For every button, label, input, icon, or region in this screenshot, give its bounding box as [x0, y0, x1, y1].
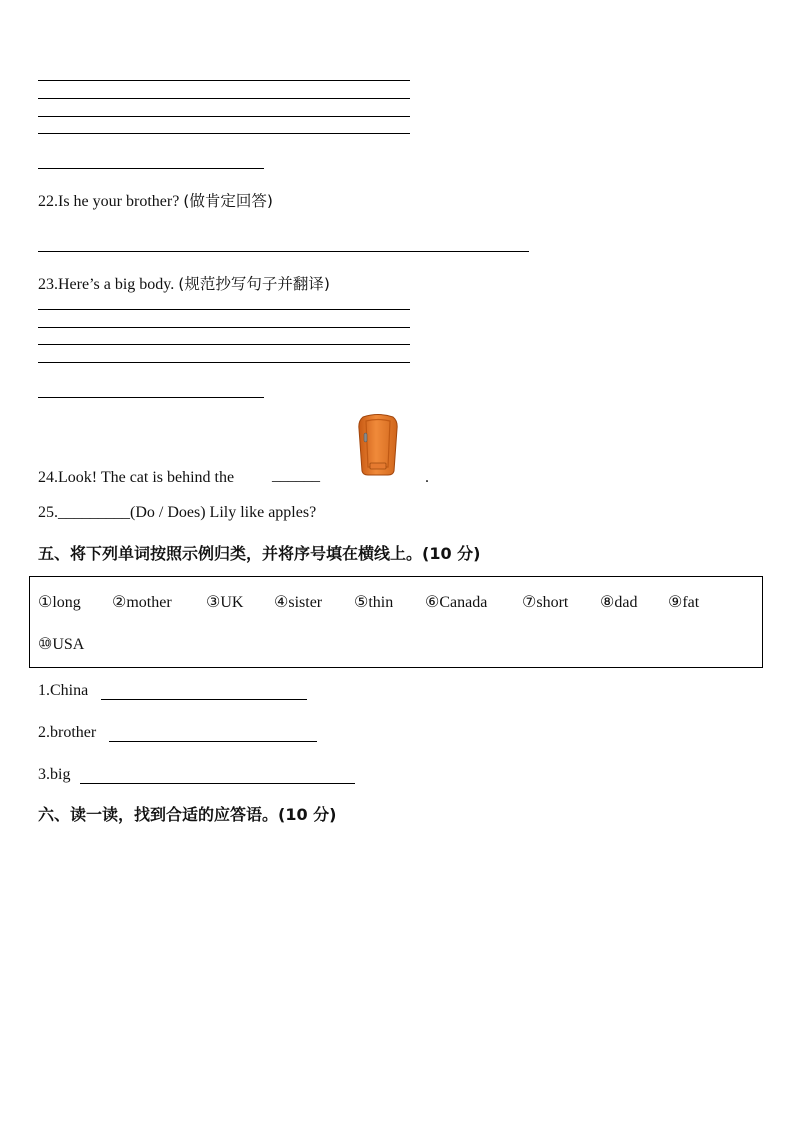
- word-text: UK: [220, 594, 244, 611]
- category-answer-line[interactable]: [109, 741, 317, 742]
- word-mark: ⑩: [38, 636, 53, 653]
- question-text: (Do / Does) Lily like apples?: [130, 504, 317, 521]
- word-text: dad: [614, 594, 638, 611]
- word-item: [425, 593, 487, 613]
- writing-line: [38, 133, 410, 134]
- question-instruction: (做肯定回答): [183, 192, 273, 210]
- answer-line: [38, 168, 264, 169]
- word-text: Canada: [439, 594, 488, 611]
- writing-line: [38, 309, 410, 310]
- word-text: USA: [52, 636, 85, 653]
- word-mark: ⑦: [522, 594, 537, 611]
- word-item: [522, 593, 568, 613]
- word-mark: ⑧: [600, 594, 615, 611]
- word-text: fat: [682, 594, 700, 611]
- question-number: 22.: [38, 193, 58, 210]
- category-brother: [38, 723, 96, 743]
- question-25: [38, 503, 316, 523]
- writing-line: [38, 98, 410, 99]
- section-6-title: 六、读一读，找到合适的应答语。(10 分): [38, 805, 337, 824]
- fill-blank[interactable]: _________: [58, 504, 130, 521]
- category-answer-line[interactable]: [101, 699, 307, 700]
- category-label: 2.brother: [38, 724, 97, 741]
- category-big: [38, 765, 70, 785]
- word-bank-box: [29, 576, 763, 668]
- word-item: [668, 593, 699, 613]
- word-item: [38, 635, 84, 655]
- word-item: [206, 593, 243, 613]
- category-answer-line[interactable]: [80, 783, 355, 784]
- writing-line: [38, 362, 410, 363]
- word-text: thin: [368, 594, 394, 611]
- category-label: 1.China: [38, 682, 89, 699]
- word-item: [600, 593, 637, 613]
- question-number: 23.: [38, 276, 58, 293]
- word-mark: ⑤: [354, 594, 369, 611]
- word-mark: ⑥: [425, 594, 440, 611]
- word-item: [112, 593, 172, 613]
- writing-line: [38, 344, 410, 345]
- question-text: Here’s a big body.: [58, 276, 179, 293]
- question-number: 24.: [38, 469, 58, 486]
- section-5-title: 五、将下列单词按照示例归类，并将序号填在横线上。(10 分): [38, 544, 481, 563]
- fill-blank[interactable]: ______: [272, 467, 320, 484]
- question-24: [38, 468, 234, 488]
- category-label: 3.big: [38, 766, 71, 783]
- word-item: [38, 593, 81, 613]
- word-item: [354, 593, 393, 613]
- writing-line: [38, 80, 410, 81]
- word-text: short: [536, 594, 569, 611]
- word-text: long: [52, 594, 81, 611]
- writing-line: [38, 327, 410, 328]
- word-mark: ①: [38, 594, 53, 611]
- question-22: [38, 191, 273, 212]
- question-text: Is he your brother?: [58, 193, 184, 210]
- question-number: 25.: [38, 504, 58, 521]
- orange-door-icon: [357, 413, 399, 477]
- word-mark: ④: [274, 594, 289, 611]
- sentence-period: .: [425, 469, 429, 486]
- question-text: Look! The cat is behind the: [58, 469, 235, 486]
- word-mark: ②: [112, 594, 127, 611]
- word-mark: ③: [206, 594, 221, 611]
- answer-line: [38, 251, 529, 252]
- answer-line: [38, 397, 264, 398]
- word-text: sister: [288, 594, 323, 611]
- question-instruction: (规范抄写句子并翻译): [178, 275, 330, 293]
- word-text: mother: [126, 594, 172, 611]
- question-23: [38, 274, 330, 295]
- word-mark: ⑨: [668, 594, 683, 611]
- word-item: [274, 593, 322, 613]
- writing-line: [38, 116, 410, 117]
- category-china: [38, 681, 88, 701]
